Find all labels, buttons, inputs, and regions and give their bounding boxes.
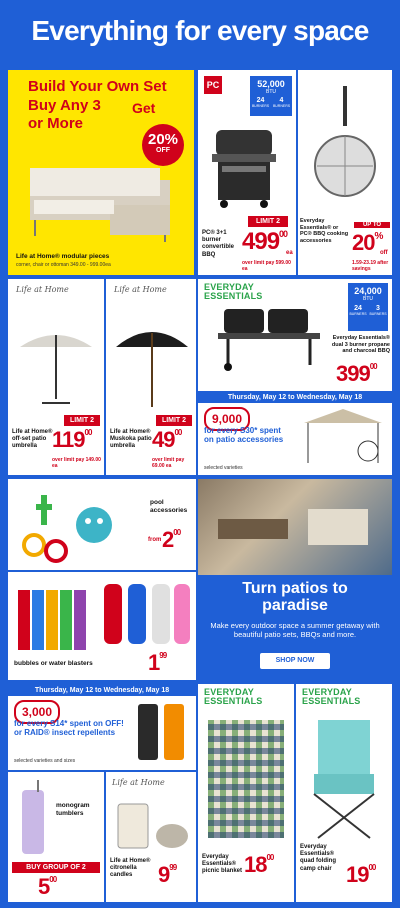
blanket-image — [208, 720, 284, 838]
umbrella1-price-main: 119 — [52, 427, 85, 452]
umbrella2-price-cents: 00 — [174, 428, 182, 437]
tumbler-image — [18, 780, 48, 856]
pc-bbq-burners-a: 24 — [256, 97, 265, 104]
umbrella1-note: over limit pay 149.00 ea — [52, 457, 101, 470]
dual-bbq-price — [336, 363, 377, 385]
umbrella1-price-cents: 00 — [84, 428, 92, 437]
bbq-acc-upto: UP TO — [354, 222, 390, 228]
candles-card[interactable] — [106, 772, 196, 902]
pool-toys-image — [14, 485, 124, 565]
umbrella2-name: Life at Home® Muskoka patio umbrella — [110, 429, 152, 450]
optimum1-line: for every S30* spent on patio accessories — [204, 426, 284, 444]
optimum1-dates: Thursday, May 12 to Wednesday, May 18 — [198, 391, 392, 403]
umbrella1-limit: LIMIT 2 — [64, 415, 100, 426]
chair-price-cents: 00 — [368, 863, 376, 872]
modular-name: Life at Home® modular pieces — [16, 253, 110, 260]
tumblers-name: monogram tumblers — [56, 802, 90, 817]
water-blasters-image — [14, 578, 194, 654]
candles-name: Life at Home® citronella candles — [110, 858, 151, 879]
bbq-acc-range: 1.59-23.19 after savings — [352, 260, 389, 273]
patio-image — [198, 479, 392, 575]
bbq-acc-pct-num: 20 — [352, 230, 375, 255]
repellent-cans-image — [132, 698, 192, 762]
pc-bbq-btu: 52,000 — [257, 79, 285, 89]
pc-bbq-burners-b: 4 — [279, 97, 284, 104]
blasters-price-cents: 99 — [159, 651, 167, 660]
pc-bbq-card[interactable] — [198, 70, 296, 275]
umbrella2-price-main: 49 — [152, 427, 175, 452]
pc-bbq-btu-badge — [250, 76, 292, 116]
tumblers-price-main: 5 — [38, 874, 50, 899]
chair-name: Everyday Essentials® quad folding camp chair — [300, 844, 336, 872]
modular-off: OFF — [156, 147, 170, 154]
umbrella2-price — [152, 429, 181, 451]
optimum1-pts: 9,000 — [212, 412, 243, 426]
ess-line2: ESSENTIALS — [204, 290, 263, 301]
umbrella-muskoka-card[interactable] — [106, 279, 196, 475]
shop-now-button[interactable]: SHOP NOW — [260, 653, 330, 669]
blanket-ess-line2: ESSENTIALS — [204, 695, 263, 706]
pc-bbq-price-cents: 00 — [279, 229, 288, 239]
pool-price-main: 2 — [162, 527, 174, 552]
blanket-ess-line1: EVERYDAY — [204, 687, 254, 697]
life-at-home-logo: Life at Home — [112, 778, 165, 787]
optimum2-pts: 3,000 — [22, 705, 53, 719]
blanket-name: Everyday Essentials® picnic blanket — [202, 854, 243, 875]
modular-get: Get — [132, 100, 156, 116]
dual-bbq-card[interactable] — [198, 279, 392, 391]
muskoka-umbrella-image — [112, 315, 192, 411]
blasters-price-main: 1 — [148, 650, 160, 675]
pc-bbq-name: PC® 3+1 burner convertible BBQ — [202, 230, 235, 258]
everyday-essentials-logo — [302, 688, 361, 705]
bubbles-blasters-card[interactable] — [8, 572, 196, 680]
pool-price-cents: 00 — [173, 528, 181, 537]
modular-pieces-card[interactable] — [8, 70, 194, 275]
dual-bbq-btu-unit: BTU — [363, 296, 373, 302]
page-header — [0, 0, 400, 62]
modular-or-more: or More — [28, 115, 84, 132]
umbrella-offset-card[interactable] — [8, 279, 104, 475]
dual-bbq-burners-b: 3 — [376, 305, 380, 312]
blanket-price-cents: 00 — [266, 853, 274, 862]
tumblers-promo: BUY GROUP OF 2 — [12, 862, 100, 873]
tumblers-price-cents: 00 — [49, 875, 57, 884]
modular-heading: Build Your Own Set — [28, 78, 167, 95]
blanket-price — [244, 854, 273, 876]
blasters-price — [148, 652, 166, 674]
dual-bbq-name: Everyday Essentials® dual 3 burner propane and charcoal BBQ — [331, 335, 390, 355]
tumblers-price — [38, 876, 56, 898]
chair-price — [346, 864, 375, 886]
life-at-home-logo: Life at Home — [114, 285, 167, 294]
everyday-essentials-logo — [204, 688, 263, 705]
picnic-blanket-card[interactable] — [198, 684, 294, 902]
dual-bbq-burners-a-label: BURNERS — [349, 312, 367, 316]
pc-logo-icon: PC — [204, 76, 222, 94]
pool-name: pool accessories — [150, 499, 188, 514]
chair-ess-line2: ESSENTIALS — [302, 695, 361, 706]
pc-bbq-price — [242, 230, 287, 254]
optimum2-dates: Thursday, May 12 to Wednesday, May 18 — [8, 684, 196, 696]
pool-from: from — [148, 537, 162, 543]
dual-bbq-image — [214, 301, 324, 373]
optimum2-fine: selected varieties and sizes — [14, 758, 76, 764]
patio-headline: Turn patios to paradise — [242, 580, 348, 614]
camp-chair-image — [306, 714, 382, 842]
page-title: Everything for every space — [31, 15, 369, 46]
optimum1-fine: selected varieties — [204, 465, 243, 471]
pc-bbq-limit: LIMIT 2 — [248, 216, 288, 227]
grill-basket-image — [312, 86, 378, 206]
patio-paradise-card[interactable] — [198, 479, 392, 680]
modular-fine: corner, chair or ottoman 349.00 - 999.00ea — [16, 262, 111, 268]
patio-sub: Make every outdoor space a summer getaway with beautiful patio sets, BBQs and more. — [210, 621, 380, 640]
gazebo-image — [300, 407, 386, 469]
bbq-accessories-card[interactable] — [298, 70, 392, 275]
modular-buy: Buy Any 3 — [28, 97, 101, 114]
everyday-essentials-logo — [204, 283, 263, 300]
pool-accessories-card[interactable] — [8, 479, 196, 570]
pc-bbq-price-unit: ea — [286, 250, 293, 256]
bbq-acc-name: Everyday Essentials® or PC® BBQ cooking accessories — [300, 218, 349, 244]
dual-bbq-price-cents: 00 — [369, 362, 377, 371]
pool-price — [162, 529, 180, 551]
ess-line1: EVERYDAY — [204, 282, 254, 292]
tumblers-card[interactable] — [8, 772, 104, 902]
candles-price-cents: 99 — [169, 863, 177, 872]
candles-price-main: 9 — [158, 862, 170, 887]
optimum-patio-card[interactable] — [198, 403, 392, 475]
umbrella2-limit: LIMIT 2 — [156, 415, 192, 426]
candle-image — [114, 796, 190, 852]
bbq-grill-image — [206, 120, 286, 210]
blanket-price-main: 18 — [244, 852, 267, 877]
pc-bbq-burners-b-label: BURNERS — [272, 104, 291, 108]
modular-pct: 20% — [147, 131, 179, 148]
chair-price-main: 19 — [346, 862, 369, 887]
offset-umbrella-image — [16, 319, 96, 409]
pc-bbq-btu-unit: BTU — [266, 89, 276, 95]
umbrella1-name: Life at Home® off-set patio umbrella — [12, 429, 53, 450]
bbq-acc-off: off — [380, 250, 388, 256]
blasters-name: bubbles or water blasters — [14, 660, 93, 667]
optimum2-line: for every S14* spent on OFF! or RAID® insect repellents — [14, 719, 124, 737]
chair-ess-line1: EVERYDAY — [302, 687, 352, 697]
camp-chair-card[interactable] — [296, 684, 392, 902]
optimum-insect-card[interactable] — [8, 696, 196, 770]
sofa-image — [20, 150, 180, 250]
pc-bbq-note: over limit pay 599.00 ea — [242, 260, 291, 273]
life-at-home-logo: Life at Home — [16, 285, 69, 294]
bbq-acc-pct-sym: % — [374, 231, 383, 242]
candles-price — [158, 864, 176, 886]
dual-bbq-price-main: 399 — [336, 361, 370, 386]
bbq-acc-pct — [352, 232, 382, 254]
umbrella1-price — [52, 429, 91, 451]
dual-bbq-btu: 24,000 — [354, 286, 382, 296]
dual-bbq-btu-badge — [348, 283, 388, 331]
umbrella2-note: over limit pay 69.00 ea — [152, 457, 185, 470]
dual-bbq-burners-b-label: BURNERS — [369, 312, 387, 316]
pc-bbq-burners-a-label: BURNERS — [251, 104, 270, 108]
dual-bbq-burners-a: 24 — [354, 305, 362, 312]
pc-bbq-price-main: 499 — [242, 228, 280, 255]
